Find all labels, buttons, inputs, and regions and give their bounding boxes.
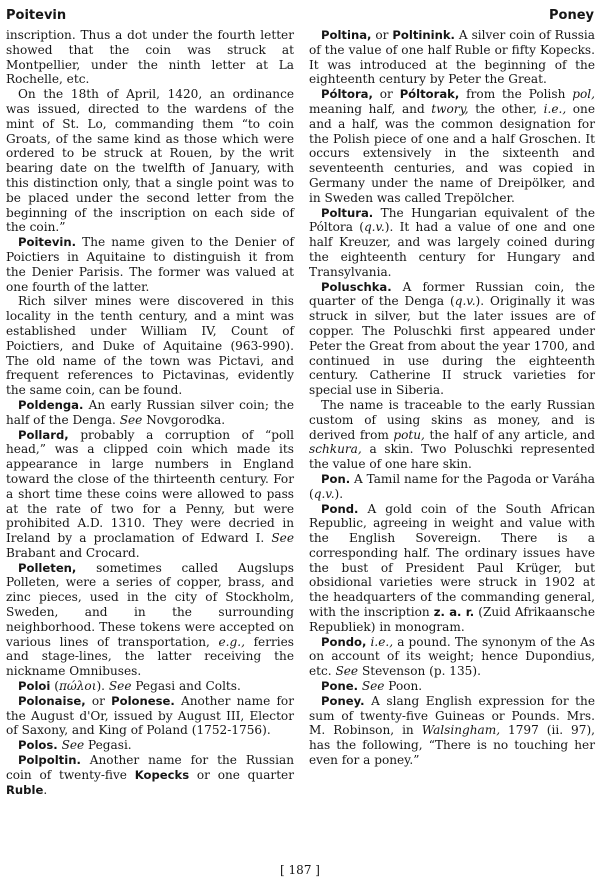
entry-text: or one quarter bbox=[189, 767, 294, 782]
entry-headword: Polonaise, bbox=[18, 693, 86, 708]
entry-text: Stevenson (p. 135). bbox=[358, 664, 481, 679]
dictionary-entry bbox=[309, 398, 595, 472]
entry-headword: Poney. bbox=[321, 693, 365, 708]
entry-text: one and a half, was the common designation for the Polish piece of one and a half Groschen. It occurs extensively in the sixteenth and seventeenth centuries, and was copied in Germany under the name of Dreipölker, and in Sweden was called Trepölcher. bbox=[309, 101, 595, 205]
entry-text: On the 18th of April, 1420, an ordinance was issued, directed to the wardens of the mint of St. Lo, commanding them “to coin Groats, of the same kind as those which were ordered to be struck at Rouen, by the writ bearing date on the twelfth of January, with this distinction only, that a single point was to be placed under the second letter from the beginning of the inscription on each side of the coin.” bbox=[6, 87, 294, 235]
entry-headword: z. a. r. bbox=[433, 605, 475, 620]
entry-text: Another name for the August d'Or, issued by August III, Elector of Saxony, and King of Poland (1752-1756). bbox=[6, 693, 294, 738]
dictionary-entry bbox=[6, 679, 294, 694]
italic-text: twory, bbox=[431, 101, 469, 116]
italic-text: See bbox=[108, 679, 132, 694]
italic-text: q.v. bbox=[363, 220, 385, 235]
entry-text: Pegasi. bbox=[84, 738, 132, 753]
entry-headword: Poldenga. bbox=[18, 397, 84, 412]
dictionary-entry bbox=[309, 502, 595, 635]
entry-text: The name is traceable to the early Russian custom of using skins as money, and is derived from bbox=[309, 397, 595, 442]
entry-headword: Poltina, bbox=[321, 28, 372, 42]
entry-headword: Pollard, bbox=[18, 427, 69, 442]
entry-headword: Pond. bbox=[321, 501, 359, 516]
italic-text: See bbox=[361, 679, 385, 694]
entry-text: A former Russian coin, the quarter of the Denga ( bbox=[309, 279, 595, 309]
dictionary-entry bbox=[309, 635, 595, 679]
entry-text: A silver coin of Russia of the value of one half Ruble or fifty Kopecks. It was introduced at the beginning of the eighteenth century by Peter the Great. bbox=[309, 28, 595, 87]
entry-text: Poon. bbox=[384, 679, 423, 694]
italic-text: i.e., bbox=[543, 101, 567, 116]
dictionary-entry bbox=[6, 561, 294, 679]
header-right-guideword: Poney bbox=[548, 8, 594, 23]
dictionary-entry bbox=[309, 87, 595, 205]
entry-text: probably a corruption of “poll head,” was a clipped coin which made its appearance in large numbers in England toward the close of the thirteenth century. For a short time these coins were allowed to pass at the rate of two for a Penny, but were prohibited A.D. 1310. They were decried in Ireland by a proclamation of Edward I. bbox=[6, 427, 294, 546]
entry-headword: Ruble bbox=[6, 782, 44, 797]
entry-text: ferries and stage-lines, the latter receiving the nickname Omnibuses. bbox=[6, 634, 294, 679]
entry-text: Novgorodka. bbox=[142, 412, 226, 427]
italic-text: See bbox=[335, 664, 359, 679]
entry-headword: Poluschka. bbox=[321, 279, 392, 294]
dictionary-entry bbox=[309, 280, 595, 398]
entry-text: or bbox=[372, 87, 400, 102]
left-column bbox=[6, 28, 294, 797]
entry-text: . bbox=[43, 782, 48, 797]
entry-text: ). Originally it was struck in silver, but the later issues are of copper. The Poluschki first appeared under Peter the Great from about the year 1700, and continued in use during the eighteenth century. Catherine II struck varieties for special use in Siberia. bbox=[309, 294, 595, 398]
page-number: [ 187 ] bbox=[280, 863, 320, 877]
entry-headword: Pon. bbox=[321, 471, 351, 486]
italic-text: πώλοι bbox=[58, 679, 97, 694]
entry-text: sometimes called Augslups Polleten, were a series of copper, brass, and zinc pieces, used in the city of Stockholm, Sweden, and in the surrounding neighborhood. These tokens were accepted on various lines of transportation, bbox=[6, 560, 294, 649]
italic-text: potu, bbox=[393, 427, 425, 442]
entry-text: The name given to the Denier of Poictiers in Aquitaine to distinguish it from the Denier Parisis. The former was valued at one fourth of the latter. bbox=[6, 235, 294, 294]
entry-text: ). bbox=[96, 679, 109, 694]
entry-text: Pegasi and Colts. bbox=[131, 679, 241, 694]
entry-text: the other, bbox=[468, 101, 544, 116]
entry-text: Rich silver mines were discovered in this locality in the tenth century, and a mint was established under William IV, Count of Poictiers, and Duke of Aquitaine (963-990). The old name of the town was Pictavi, and frequent references to Pictavinas, evidently the same coin, can be found. bbox=[6, 294, 294, 398]
italic-text: pol, bbox=[572, 87, 595, 102]
entry-text: A gold coin of the South African Republic, agreeing in weight and value with the English Sovereign. There is a corresponding half. The ordinary issues have the bust of President Paul Krüger, but obsidional varieties were struck in 1902 at the headquarters of the commanding general, with the inscription bbox=[309, 501, 595, 620]
italic-text: q.v. bbox=[313, 486, 335, 501]
entry-text: from the Polish bbox=[459, 87, 573, 102]
header-left-guideword: Poitevin bbox=[6, 8, 67, 23]
dictionary-entry bbox=[6, 694, 294, 738]
entry-text: inscription. Thus a dot under the fourth letter showed that the coin was struck at Montpellier, under the ninth letter at La Rochelle, etc. bbox=[6, 28, 294, 87]
entry-headword: Polpoltin. bbox=[18, 753, 81, 768]
entry-headword: Polos. bbox=[18, 738, 58, 753]
italic-text: See bbox=[61, 738, 85, 753]
entry-headword: Polonese. bbox=[111, 693, 175, 708]
entry-text: An early Russian silver coin; the half of the Denga. bbox=[6, 397, 294, 427]
italic-text: Walsingham, bbox=[421, 723, 501, 738]
entry-headword: Poloi bbox=[18, 679, 51, 694]
dictionary-entry bbox=[309, 694, 595, 768]
entry-text: ). It had a value of one and one half Kreuzer, and was largely coined during the eighteenth century for Hungary and Transylvania. bbox=[309, 220, 595, 279]
dictionary-entry bbox=[6, 294, 294, 398]
entry-text: the half of any article, and bbox=[424, 427, 595, 442]
entry-headword: Pondo, bbox=[321, 634, 367, 649]
entry-text: 1797 (ii. 97), has the following, “There is no touching her even for a poney.” bbox=[309, 723, 596, 768]
running-header bbox=[6, 6, 594, 26]
entry-text: ). bbox=[334, 486, 344, 501]
entry-text: or bbox=[85, 693, 112, 708]
entry-headword: Poltura. bbox=[321, 205, 374, 220]
entry-text: meaning half, and bbox=[309, 101, 432, 116]
italic-text: i.e., bbox=[370, 634, 394, 649]
entry-headword: Póltorak, bbox=[399, 87, 460, 102]
entry-headword: Polleten, bbox=[18, 560, 77, 575]
entry-headword: Pone. bbox=[321, 679, 358, 694]
entry-text: a pound. The synonym of the As on account of its weight; hence Dupondius, etc. bbox=[309, 634, 595, 679]
dictionary-entry bbox=[6, 87, 294, 235]
italic-text: See bbox=[271, 531, 294, 546]
entry-text: or bbox=[371, 28, 393, 42]
italic-text: See bbox=[119, 412, 143, 427]
entry-text: A slang English expression for the sum of twenty-five Guineas or Pounds. Mrs. M. Robinson, in bbox=[309, 693, 595, 738]
dictionary-entry bbox=[309, 679, 595, 694]
entry-text: A Tamil name for the Pagoda or Varáha ( bbox=[309, 471, 595, 501]
entry-text: ( bbox=[50, 679, 59, 694]
italic-text: schkura, bbox=[309, 442, 362, 457]
entry-text: a skin. Two Poluschki represented the value of one hare skin. bbox=[309, 442, 595, 472]
entry-text: The Hungarian equivalent of the Póltora ( bbox=[309, 205, 595, 235]
dictionary-entry bbox=[6, 738, 294, 753]
italic-text: e.g., bbox=[218, 634, 245, 649]
dictionary-entry bbox=[6, 235, 294, 294]
entry-text: (Zuid Afrikaansche Republiek) in monogram. bbox=[309, 605, 595, 634]
dictionary-entry bbox=[6, 753, 294, 797]
entry-headword: Poltinink. bbox=[392, 28, 455, 42]
entry-headword: Poitevin. bbox=[18, 235, 77, 250]
entry-headword: Kopecks bbox=[134, 767, 190, 782]
dictionary-entry bbox=[6, 428, 294, 561]
dictionary-entry bbox=[309, 28, 595, 87]
entry-text: Brabant and Crocard. bbox=[6, 545, 140, 560]
dictionary-entry bbox=[309, 472, 595, 502]
dictionary-entry bbox=[309, 206, 595, 280]
italic-text: q.v. bbox=[454, 294, 476, 309]
right-column bbox=[309, 28, 595, 768]
dictionary-entry bbox=[6, 398, 294, 428]
entry-headword: Póltora, bbox=[321, 87, 373, 102]
dictionary-entry bbox=[6, 28, 294, 87]
entry-text: Another name for the Russian coin of twenty-five bbox=[6, 753, 294, 782]
